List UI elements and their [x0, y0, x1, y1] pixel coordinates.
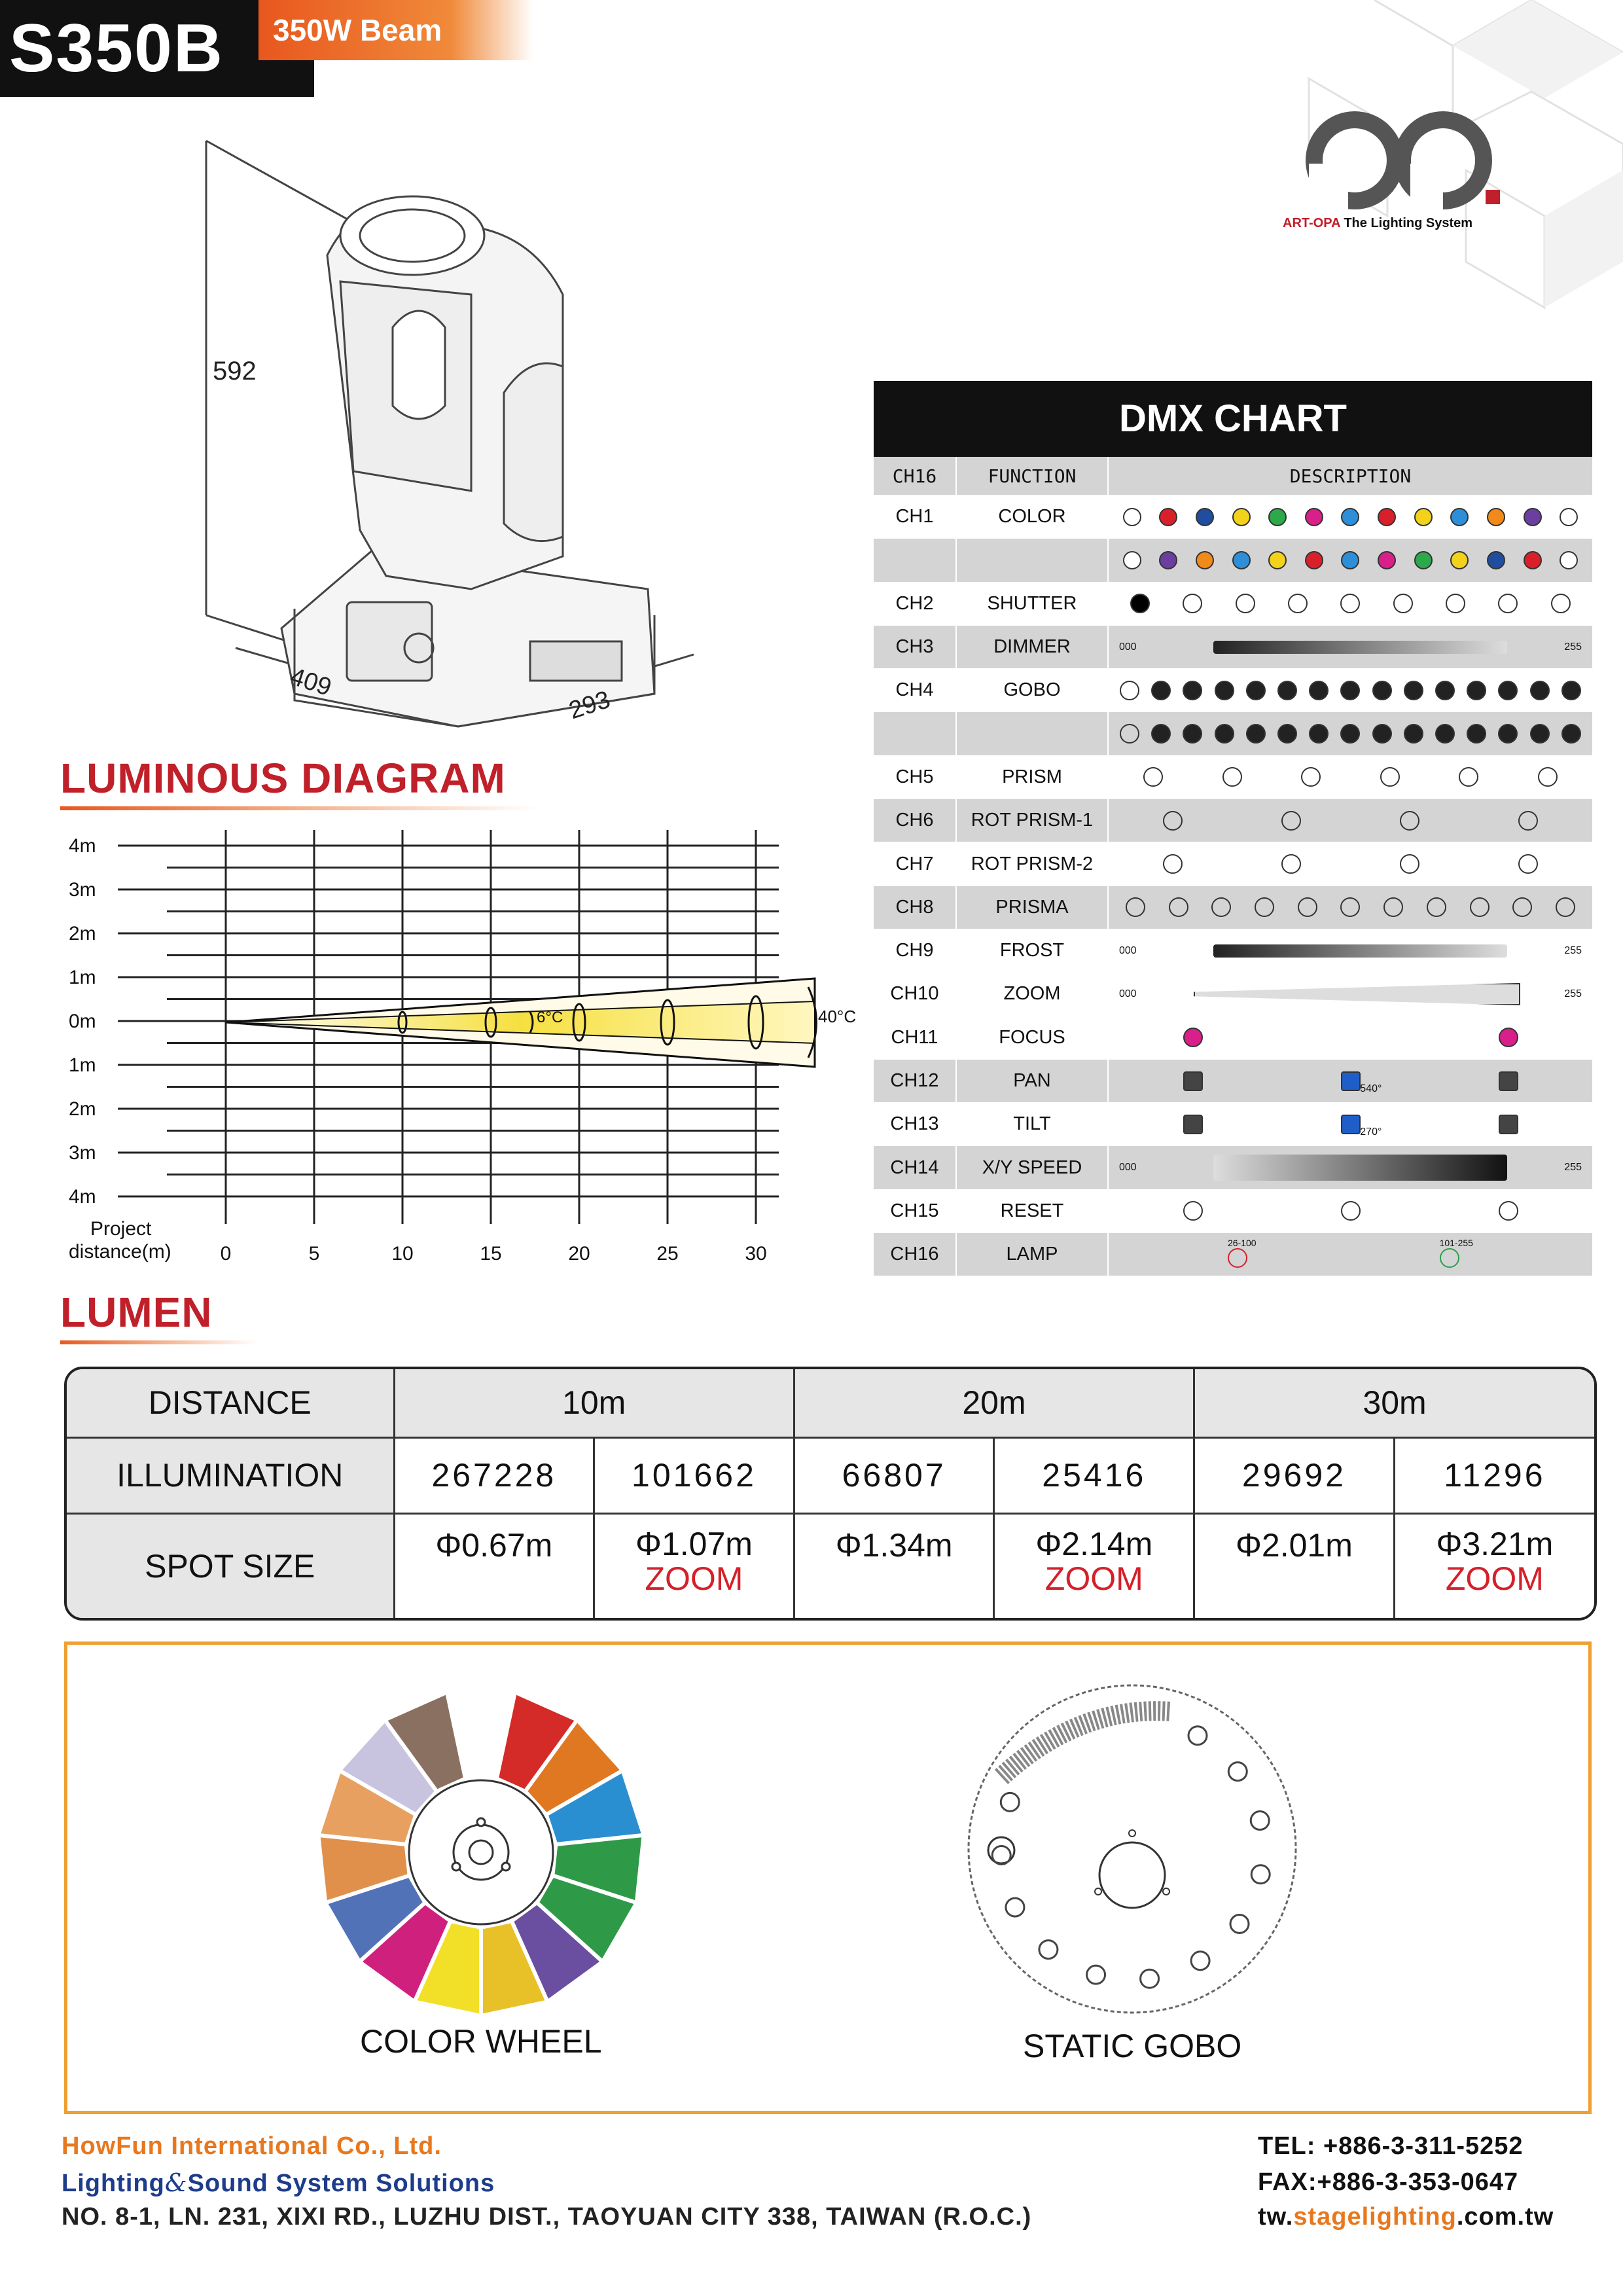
shutter-icon: [1498, 594, 1518, 613]
dmx-channel: CH5: [874, 756, 957, 798]
luminous-title-underline: [60, 806, 538, 810]
gobo-icon: [1372, 724, 1392, 744]
dmx-description: [1109, 929, 1592, 972]
y-tick-label: 1m: [69, 967, 96, 988]
function-icon: [1341, 1028, 1361, 1047]
dmx-channel: CH12: [874, 1060, 957, 1102]
function-icon: [1341, 1201, 1361, 1221]
dmx-channel: CH6: [874, 799, 957, 842]
function-icon: [1556, 897, 1575, 917]
gobo-icon: [1372, 681, 1392, 700]
x-tick-label: 10: [391, 1243, 414, 1265]
rotate-arrow-icon: [1341, 1071, 1361, 1091]
gobo-icon: [1151, 681, 1171, 700]
distance-label: DISTANCE: [67, 1369, 394, 1437]
dmx-function: [957, 539, 1109, 581]
gobo-icon: [1183, 681, 1202, 700]
model-subtitle: 350W Beam: [259, 0, 533, 60]
fixture-icon: [1499, 1071, 1518, 1091]
range-bar: [1213, 944, 1507, 958]
dmx-description: [1109, 626, 1592, 668]
dmx-description: [1109, 973, 1592, 1015]
range-start-label: 000: [1119, 641, 1137, 653]
x-axis-title-2: distance(m): [69, 1241, 171, 1263]
dmx-function: [957, 712, 1109, 755]
gobo-icon: [1530, 681, 1550, 700]
x-tick-label: 25: [656, 1243, 679, 1265]
company-slogan: Lighting&Sound System Solutions: [62, 2168, 495, 2197]
illumination-value: 267228: [394, 1437, 594, 1513]
shutter-icon: [1393, 594, 1413, 613]
color-wheel-caption: COLOR WHEEL: [360, 2023, 602, 2060]
function-icon: [1499, 1201, 1518, 1221]
lumen-table: [64, 1367, 1597, 1621]
x-tick-label: 0: [220, 1243, 232, 1265]
dmx-row: [874, 495, 1592, 539]
beam-narrow-label: 6°C: [537, 1009, 563, 1026]
fixture-icon: [1499, 1115, 1518, 1134]
color-swatch-icon: [1450, 551, 1469, 569]
gobo-icon: [1277, 724, 1297, 744]
lumen-title-underline: [60, 1340, 257, 1344]
spot-size-label: SPOT SIZE: [67, 1513, 394, 1618]
dmx-function: ZOOM: [957, 973, 1109, 1015]
dmx-description: [1109, 583, 1592, 625]
dmx-description: [1109, 1190, 1592, 1232]
dmx-channel: CH14: [874, 1146, 957, 1189]
dmx-description: [1109, 756, 1592, 798]
y-tick-label: 0m: [69, 1011, 96, 1032]
illumination-value: 25416: [994, 1437, 1194, 1513]
gobo-icon: [1246, 681, 1266, 700]
zoom-label: ZOOM: [1445, 1560, 1544, 1597]
dmx-function: TILT: [957, 1103, 1109, 1145]
lamp-off-icon: 26-100: [1228, 1238, 1257, 1271]
dmx-function: GOBO: [957, 669, 1109, 711]
zoom-label: ZOOM: [1044, 1560, 1143, 1597]
color-swatch-icon: [1232, 508, 1251, 526]
gobo-icon: [1215, 724, 1234, 744]
spot-size-value: Φ1.07m ZOOM: [594, 1513, 794, 1618]
function-icon: [1169, 897, 1188, 917]
illumination-value: 11296: [1394, 1437, 1594, 1513]
dmx-function: RESET: [957, 1190, 1109, 1232]
shutter-icon: [1446, 594, 1465, 613]
color-swatch-icon: [1414, 508, 1433, 526]
y-tick-label: 3m: [69, 879, 96, 901]
dmx-description: [1109, 1103, 1592, 1145]
dmx-description: [1109, 1146, 1592, 1189]
gobo-icon: [1530, 724, 1550, 744]
range-end-label: 255: [1564, 641, 1582, 653]
spot-size-value: Φ3.21m ZOOM: [1394, 1513, 1594, 1618]
dmx-channel: CH2: [874, 583, 957, 625]
function-icon: [1383, 897, 1403, 917]
color-swatch-icon: [1232, 551, 1251, 569]
dmx-row: [874, 799, 1592, 842]
y-tick-label: 2m: [69, 1098, 96, 1120]
lamp-on-icon: 101-255: [1440, 1238, 1473, 1271]
dmx-function: PAN: [957, 1060, 1109, 1102]
function-icon: [1301, 767, 1321, 787]
distance-10m: 10m: [394, 1369, 794, 1437]
shutter-icon: [1551, 594, 1571, 613]
static-gobo-caption: STATIC GOBO: [1023, 2028, 1242, 2064]
dmx-description: [1109, 1060, 1592, 1102]
spot-size-value: Φ2.14m ZOOM: [994, 1513, 1194, 1618]
dmx-row: [874, 669, 1592, 712]
gobo-icon: [1309, 724, 1329, 744]
dmx-channel: CH8: [874, 886, 957, 929]
spot-size-value: Φ1.34m: [794, 1513, 994, 1618]
function-icon: [1183, 1028, 1203, 1047]
color-swatch-icon: [1268, 551, 1287, 569]
gobo-icon: [1435, 681, 1455, 700]
x-tick-label: 30: [745, 1243, 767, 1265]
gobo-icon: [1498, 681, 1518, 700]
y-tick-label: 2m: [69, 923, 96, 944]
dmx-function: COLOR: [957, 495, 1109, 538]
range-end-label: 255: [1564, 1162, 1582, 1174]
dmx-row: [874, 712, 1592, 755]
color-swatch-icon: [1268, 508, 1287, 526]
range-start-label: 000: [1119, 988, 1137, 999]
gobo-icon: [1404, 724, 1423, 744]
gobo-icon: [1498, 724, 1518, 744]
dmx-channel: CH15: [874, 1190, 957, 1232]
dmx-row: [874, 973, 1592, 1016]
x-tick-label: 15: [480, 1243, 502, 1265]
dmx-channel: [874, 712, 957, 755]
dmx-channel: CH9: [874, 929, 957, 972]
gobo-icon: [1435, 724, 1455, 744]
dmx-row: [874, 626, 1592, 669]
dmx-row: [874, 929, 1592, 973]
color-swatch-icon: [1159, 551, 1177, 569]
height-dim: 592: [213, 357, 257, 386]
shutter-icon: [1340, 594, 1360, 613]
gobo-icon: [1120, 724, 1139, 744]
illumination-value: 29692: [1194, 1437, 1395, 1513]
dmx-function: PRISMA: [957, 886, 1109, 929]
dmx-function: FROST: [957, 929, 1109, 972]
depth-dim: 409: [287, 662, 335, 702]
dmx-function: ROT PRISM-2: [957, 842, 1109, 885]
function-icon: [1459, 767, 1478, 787]
function-icon: [1518, 811, 1538, 831]
dmx-row: [874, 539, 1592, 582]
dmx-channel: CH7: [874, 842, 957, 885]
dmx-title: DMX CHART: [874, 381, 1592, 457]
color-swatch-icon: [1378, 551, 1396, 569]
rotation-degrees: 540°: [1360, 1083, 1382, 1094]
dmx-function: SHUTTER: [957, 583, 1109, 625]
dmx-row: [874, 1190, 1592, 1233]
dmx-channel: CH13: [874, 1103, 957, 1145]
x-tick-label: 5: [308, 1243, 320, 1265]
dmx-description: [1109, 886, 1592, 929]
luminous-diagram: [52, 818, 877, 1276]
color-swatch-icon: [1196, 551, 1214, 569]
phone: TEL: +886-3-311-5252: [1258, 2132, 1524, 2160]
dmx-description: [1109, 539, 1592, 581]
dmx-row: [874, 1060, 1592, 1103]
wheels-panel: [64, 1641, 1592, 2114]
gobo-icon: [1340, 681, 1360, 700]
dmx-description: [1109, 1233, 1592, 1276]
y-tick-label: 4m: [69, 1186, 96, 1208]
dmx-description: [1109, 842, 1592, 885]
gobo-icon: [1183, 724, 1202, 744]
color-swatch-icon: [1487, 508, 1505, 526]
dmx-function: ROT PRISM-1: [957, 799, 1109, 842]
shutter-icon: [1236, 594, 1255, 613]
function-icon: [1512, 897, 1532, 917]
color-swatch-icon: [1560, 508, 1578, 526]
color-swatch-icon: [1305, 508, 1323, 526]
logo-caption: ART-OPA The Lighting System: [1283, 216, 1473, 230]
gobo-icon: [1561, 681, 1581, 700]
dmx-description: [1109, 495, 1592, 538]
gobo-icon: [1215, 681, 1234, 700]
illumination-value: 101662: [594, 1437, 794, 1513]
function-icon: [1222, 767, 1242, 787]
dmx-function: PRISM: [957, 756, 1109, 798]
shutter-icon: [1183, 594, 1202, 613]
dmx-channel: [874, 539, 957, 581]
color-swatch-icon: [1123, 508, 1141, 526]
zoom-label: ZOOM: [645, 1560, 743, 1597]
color-swatch-icon: [1450, 508, 1469, 526]
dmx-row: [874, 583, 1592, 626]
function-icon: [1340, 897, 1360, 917]
dmx-row: [874, 1103, 1592, 1146]
y-tick-label: 1m: [69, 1054, 96, 1076]
y-tick-label: 4m: [69, 835, 96, 857]
range-end-label: 255: [1564, 944, 1582, 956]
color-swatch-icon: [1341, 508, 1359, 526]
dmx-function: X/Y SPEED: [957, 1146, 1109, 1189]
function-icon: [1538, 767, 1558, 787]
range-start-label: 000: [1119, 1162, 1137, 1174]
dmx-header-row: [874, 457, 1592, 495]
width-dim: 293: [565, 685, 614, 725]
function-icon: [1183, 1201, 1203, 1221]
dmx-channel: CH4: [874, 669, 957, 711]
dmx-row: [874, 842, 1592, 886]
gobo-icon: [1277, 681, 1297, 700]
dmx-channel: CH10: [874, 973, 957, 1015]
distance-30m: 30m: [1194, 1369, 1594, 1437]
color-swatch-icon: [1414, 551, 1433, 569]
range-bar: [1213, 641, 1507, 654]
gobo-icon: [1120, 681, 1139, 700]
spot-size-value: Φ2.01m: [1194, 1513, 1395, 1618]
fixture-icon: [1183, 1115, 1203, 1134]
function-icon: [1427, 897, 1446, 917]
illumination-label: ILLUMINATION: [67, 1437, 394, 1513]
color-swatch-icon: [1341, 551, 1359, 569]
dmx-channel: CH11: [874, 1016, 957, 1059]
dmx-col-description: DESCRIPTION: [1289, 465, 1412, 487]
y-tick-label: 3m: [69, 1142, 96, 1164]
range-bar: [1194, 983, 1520, 1005]
dmx-channel: CH16: [874, 1233, 957, 1276]
dmx-channel: CH1: [874, 495, 957, 538]
color-swatch-icon: [1524, 508, 1542, 526]
function-icon: [1281, 854, 1301, 874]
color-swatch-icon: [1378, 508, 1396, 526]
color-swatch-icon: [1159, 508, 1177, 526]
dmx-chart: [874, 381, 1592, 1276]
color-swatch-icon: [1524, 551, 1542, 569]
dmx-row: [874, 886, 1592, 929]
function-icon: [1298, 897, 1317, 917]
function-icon: [1281, 811, 1301, 831]
rotation-degrees: 270°: [1360, 1126, 1382, 1138]
lumen-title: LUMEN: [60, 1289, 213, 1336]
function-icon: [1400, 811, 1419, 831]
dmx-row: [874, 756, 1592, 799]
color-swatch-icon: [1196, 508, 1214, 526]
gobo-icon: [1246, 724, 1266, 744]
range-start-label: 000: [1119, 944, 1137, 956]
company-address: NO. 8-1, LN. 231, XIXI RD., LUZHU DIST., TAOYUAN CITY 338, TAIWAN (R.O.C.): [62, 2203, 1032, 2231]
dmx-description: [1109, 799, 1592, 842]
illumination-value: 66807: [794, 1437, 994, 1513]
luminous-title: LUMINOUS DIAGRAM: [60, 755, 506, 802]
dmx-col-ch: CH16: [874, 457, 957, 495]
spot-size-value: Φ0.67m: [394, 1513, 594, 1618]
model-name: S350B: [9, 10, 224, 86]
range-bar: [1213, 1155, 1507, 1181]
distance-20m: 20m: [794, 1369, 1194, 1437]
dmx-channel: CH3: [874, 626, 957, 668]
color-wheel: [311, 1682, 651, 2022]
fax: FAX:+886-3-353-0647: [1258, 2168, 1519, 2196]
function-icon: [1470, 897, 1489, 917]
dmx-description: [1109, 1016, 1592, 1059]
gobo-icon: [1340, 724, 1360, 744]
dmx-row: [874, 1233, 1592, 1276]
function-icon: [1163, 811, 1183, 831]
color-swatch-icon: [1123, 551, 1141, 569]
website-link[interactable]: tw.stagelighting.com.tw: [1258, 2203, 1554, 2231]
shutter-icon: [1130, 594, 1150, 613]
color-swatch-icon: [1560, 551, 1578, 569]
dmx-row: [874, 1146, 1592, 1189]
function-icon: [1143, 767, 1163, 787]
x-tick-label: 20: [568, 1243, 590, 1265]
function-icon: [1400, 854, 1419, 874]
brand-logo: [1296, 105, 1505, 216]
function-icon: [1126, 897, 1145, 917]
gobo-icon: [1151, 724, 1171, 744]
color-swatch-icon: [1487, 551, 1505, 569]
function-icon: [1163, 854, 1183, 874]
fixture-icon: [1183, 1071, 1203, 1091]
gobo-icon: [1467, 681, 1486, 700]
gobo-icon: [1561, 724, 1581, 744]
function-icon: [1380, 767, 1400, 787]
function-icon: [1211, 897, 1231, 917]
dmx-function: DIMMER: [957, 626, 1109, 668]
function-icon: [1499, 1028, 1518, 1047]
dmx-function: LAMP: [957, 1233, 1109, 1276]
dmx-function: FOCUS: [957, 1016, 1109, 1059]
gobo-icon: [1467, 724, 1486, 744]
static-gobo-wheel: [962, 1679, 1302, 2019]
dmx-description: [1109, 669, 1592, 711]
company-name: HowFun International Co., Ltd.: [62, 2132, 442, 2160]
product-drawing: [196, 131, 707, 746]
color-swatch-icon: [1305, 551, 1323, 569]
dmx-col-function: FUNCTION: [957, 457, 1109, 495]
shutter-icon: [1288, 594, 1308, 613]
function-icon: [1255, 897, 1274, 917]
dmx-row: [874, 1016, 1592, 1060]
range-end-label: 255: [1564, 988, 1582, 999]
function-icon: [1518, 854, 1538, 874]
x-axis-title-1: Project: [90, 1218, 152, 1240]
gobo-icon: [1404, 681, 1423, 700]
rotate-arrow-icon: [1341, 1115, 1361, 1134]
dmx-description: [1109, 712, 1592, 755]
beam-wide-label: 40°C: [818, 1007, 857, 1026]
gobo-icon: [1309, 681, 1329, 700]
